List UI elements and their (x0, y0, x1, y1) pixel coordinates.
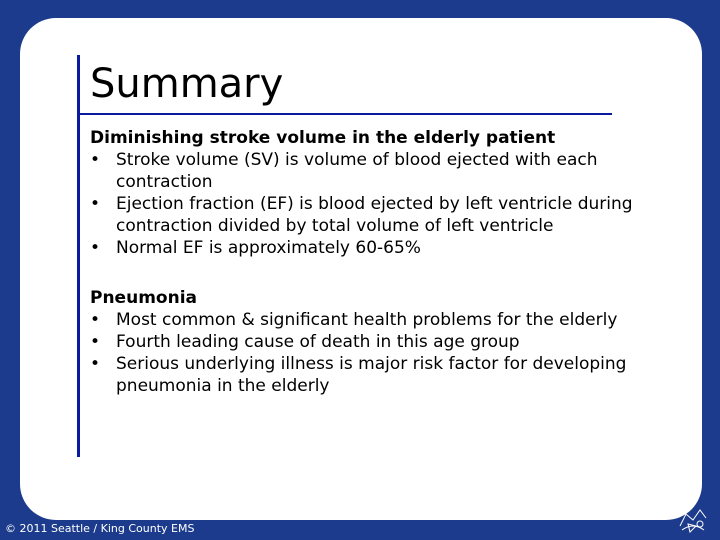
section-stroke-volume (90, 127, 690, 259)
vertical-rule (77, 55, 80, 457)
bullet-text: Serious underlying illness is major risk factor for developing pneumonia in the elderly (116, 354, 627, 396)
bullet-icon: • (90, 194, 101, 214)
bullet-icon: • (90, 150, 101, 170)
list-item (90, 353, 690, 397)
bullet-icon: • (90, 332, 101, 352)
bullet-list (90, 149, 690, 259)
bullet-icon: • (90, 354, 101, 374)
bullet-text: Stroke volume (SV) is volume of blood ejected with each contraction (116, 150, 598, 192)
bullet-text: Most common & significant health problems for the elderly (116, 310, 618, 330)
bullet-icon: • (90, 310, 101, 330)
bullet-list (90, 309, 690, 397)
footer-copyright: © 2011 Seattle / King County EMS (5, 522, 195, 535)
list-item (90, 149, 690, 193)
section-heading: Pneumonia (90, 288, 197, 308)
list-item (90, 309, 690, 331)
section-heading: Diminishing stroke volume in the elderly patient (90, 128, 556, 148)
list-item (90, 331, 690, 353)
bullet-text: Ejection fraction (EF) is blood ejected by left ventricle during contraction divided by total volume of left ventricle (116, 194, 633, 236)
page-title: Summary (90, 61, 284, 107)
title-underline (80, 113, 612, 115)
list-item (90, 193, 690, 237)
section-pneumonia (90, 287, 690, 397)
bullet-text: Normal EF is approximately 60-65% (116, 238, 421, 258)
seal-logo-icon (676, 506, 710, 534)
bullet-text: Fourth leading cause of death in this age group (116, 332, 520, 352)
bullet-icon: • (90, 238, 101, 258)
list-item (90, 237, 690, 259)
